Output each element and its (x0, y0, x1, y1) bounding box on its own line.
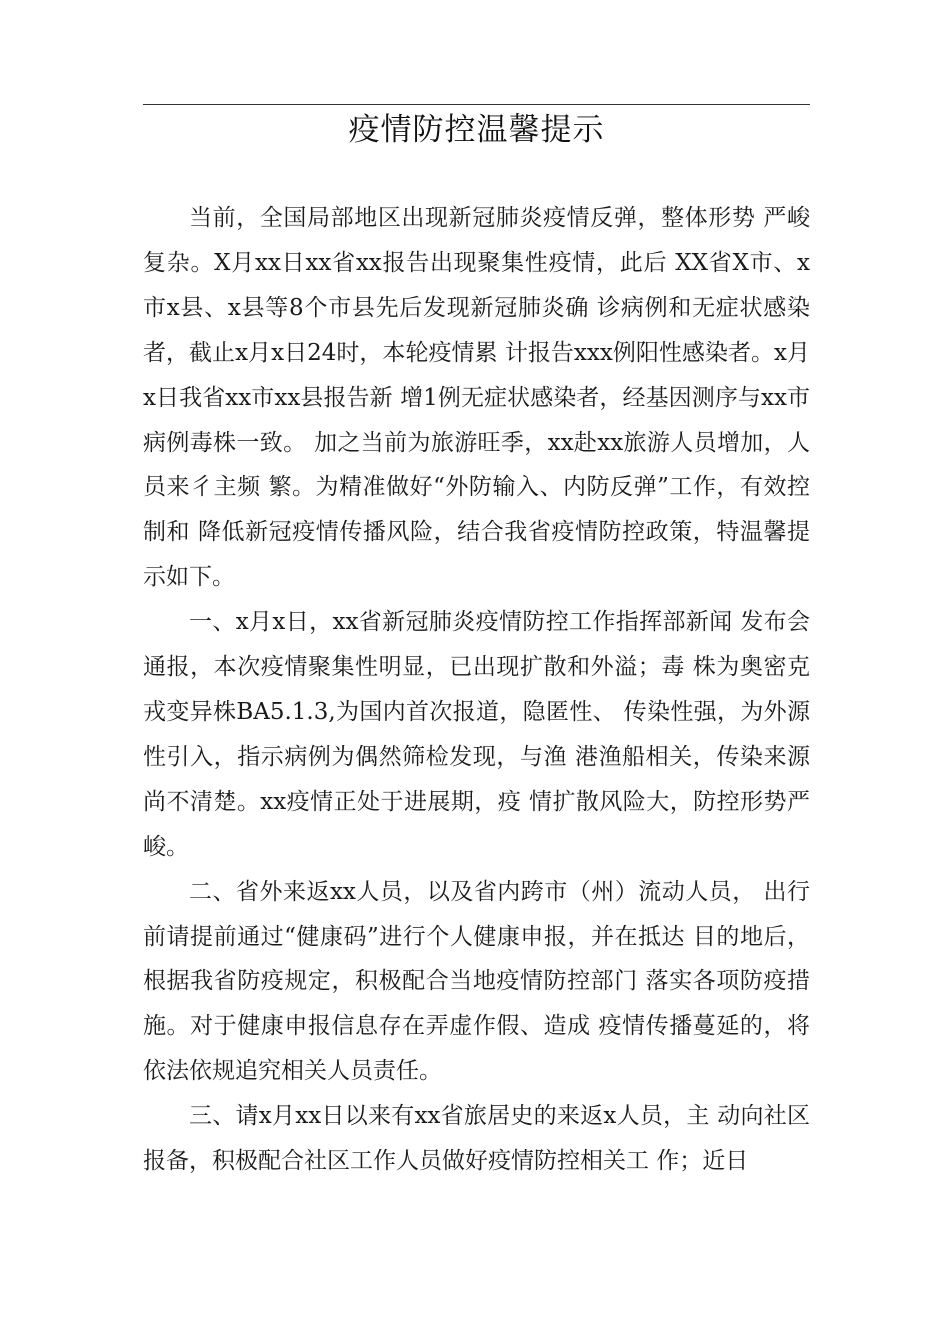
header-rule (143, 104, 810, 105)
paragraph-item-3: 三、请x月xx日以来有xx省旅居史的来返x人员，主 动向社区报备，积极配合社区工作人员做好疫情防控相关工 作；近日 (143, 1103, 810, 1175)
document-title: 疫情防控温馨提示 (348, 112, 605, 148)
paragraph-item-1: 一、x月x日，xx省新冠肺炎疫情防控工作指挥部新闻 发布会通报，本次疫情聚集性明显，已出现扩散和外溢；毒 株为奥密克戎变异株BA5.1.3,为国内首次报道，隐匿性、 传染性强，为外源性引入，指示病例为偶然筛检发现，与渔 港渔船相关，传染来源尚不清楚。xx疫情正处于进展期，疫 情扩散风险大，防控形势严峻。 (143, 609, 810, 860)
paragraph-intro: 当前，全国局部地区出现新冠肺炎疫情反弹，整体形势 严峻复杂。X月xx日xx省xx报告出现聚集性疫情，此后 XX省X市、x市x县、x县等8个市县先后发现新冠肺炎确 诊病例和无症状感染者，截止x月x日24时，本轮疫情累 计报告xxx例阳性感染者。x月x日我省xx市xx县报告新 增1例无症状感染者，经基因测序与xx市病例毒株一致。 加之当前为旅游旺季，xx赴xx旅游人员增加，人员来彳主频 繁。为精准做好“外防输入、内防反弹”工作，有效控制和 降低新冠疫情传播风险，结合我省疫情防控政策，特温馨提 示如下。 (143, 205, 810, 591)
document-body (143, 196, 810, 1184)
paragraph-item-2: 二、省外来返xx人员，以及省内跨市（州）流动人员， 出行前请提前通过“健康码”进行个人健康申报，并在抵达 目的地后，根据我省防疫规定，积极配合当地疫情防控部门 落实各项防疫措施。对于健康申报信息存在弄虚作假、造成 疫情传播蔓延的，将依法依规追究相关人员责任。 (143, 878, 810, 1085)
